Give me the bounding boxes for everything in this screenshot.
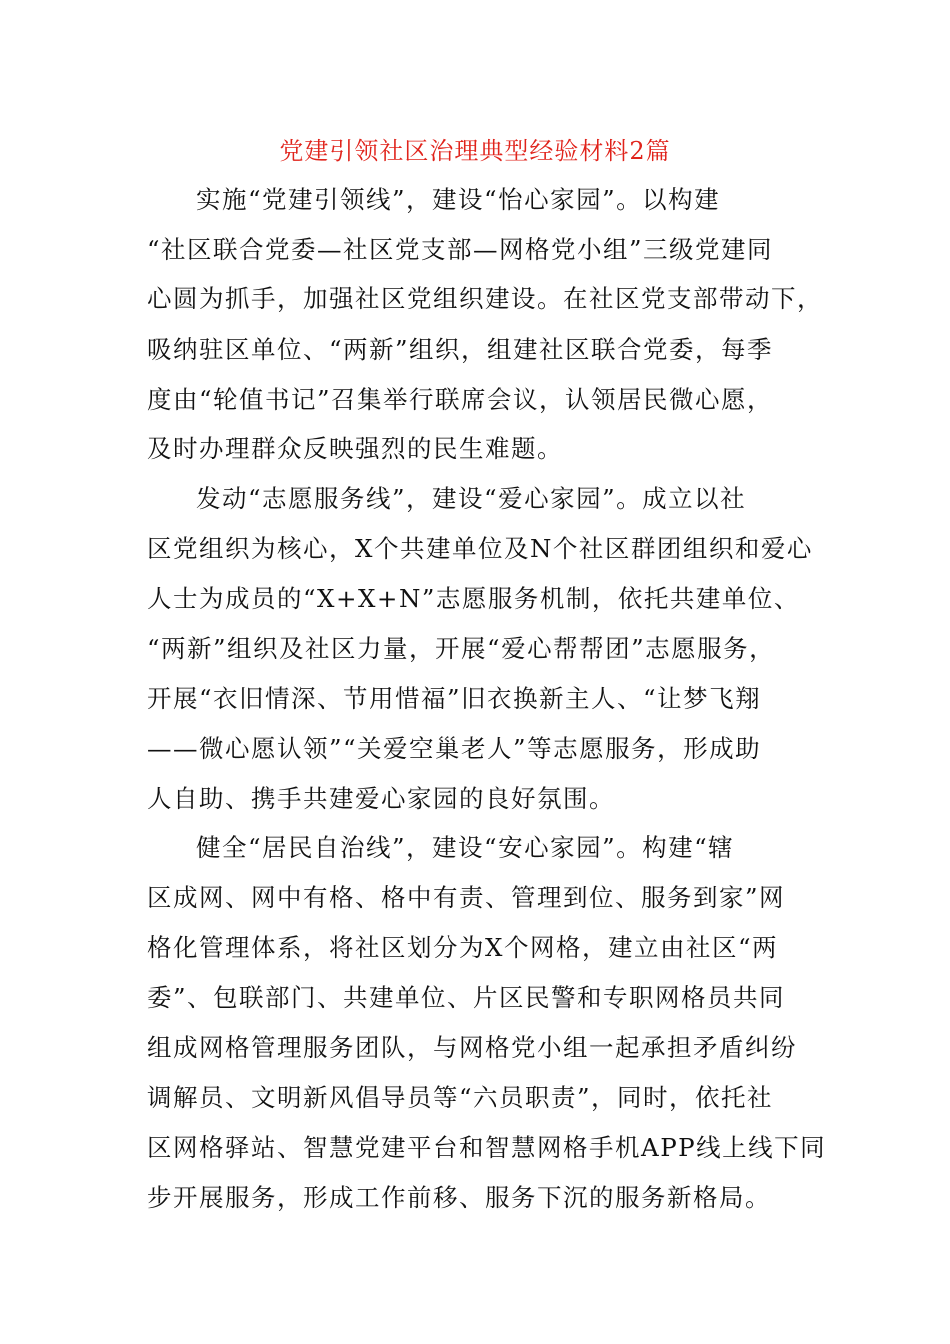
paragraph-1-line-3: 心圆为抓手，加强社区党组织建设。在社区党支部带动下，	[147, 284, 823, 313]
paragraph-1-line-1: 实施“党建引领线”，建设“怡心家园”。以构建	[196, 185, 721, 214]
paragraph-3-line-6: 调解员、文明新风倡导员等“六员职责”，同时，依托社	[147, 1083, 774, 1112]
paragraph-3-line-8: 步开展服务，形成工作前移、服务下沉的服务新格局。	[147, 1183, 771, 1212]
paragraph-3-line-3: 格化管理体系，将社区划分为X个网格，建立由社区“两	[147, 933, 778, 962]
paragraph-1-line-5: 度由“轮值书记”召集举行联席会议，认领居民微心愿，	[147, 385, 774, 414]
paragraph-1-line-4: 吸纳驻区单位、“两新”组织，组建社区联合党委，每季	[147, 335, 774, 364]
paragraph-2-line-7: 人自助、携手共建爱心家园的良好氛围。	[147, 784, 615, 813]
paragraph-2-line-2: 区党组织为核心，X个共建单位及N个社区群团组织和爱心	[147, 534, 813, 563]
paragraph-2-line-1: 发动“志愿服务线”，建设“爱心家园”。成立以社	[196, 484, 747, 513]
paragraph-2-line-3: 人士为成员的“X+X+N”志愿服务机制，依托共建单位、	[147, 584, 800, 613]
paragraph-1-line-6: 及时办理群众反映强烈的民生难题。	[147, 434, 563, 463]
paragraph-3-line-2: 区成网、网中有格、格中有责、管理到位、服务到家”网	[147, 883, 786, 912]
paragraph-1-line-2: “社区联合党委—社区党支部—网格党小组”三级党建同	[147, 235, 774, 264]
paragraph-3-line-1: 健全“居民自治线”，建设“安心家园”。构建“辖	[196, 833, 735, 862]
document-title: 党建引领社区治理典型经验材料2篇	[279, 137, 671, 165]
paragraph-2-line-4: “两新”组织及社区力量，开展“爱心帮帮团”志愿服务，	[147, 634, 776, 663]
paragraph-2-line-5: 开展“衣旧情深、节用惜福”旧衣换新主人、“让梦飞翔	[147, 684, 762, 713]
paragraph-3-line-5: 组成网格管理服务团队，与网格党小组一起承担矛盾纠纷	[147, 1033, 797, 1062]
paragraph-3-line-4: 委”、包联部门、共建单位、片区民警和专职网格员共同	[147, 983, 786, 1012]
paragraph-3-line-7: 区网格驿站、智慧党建平台和智慧网格手机APP线上线下同	[147, 1133, 827, 1162]
paragraph-2-line-6: ——微心愿认领”“关爱空巢老人”等志愿服务，形成助	[147, 734, 762, 763]
